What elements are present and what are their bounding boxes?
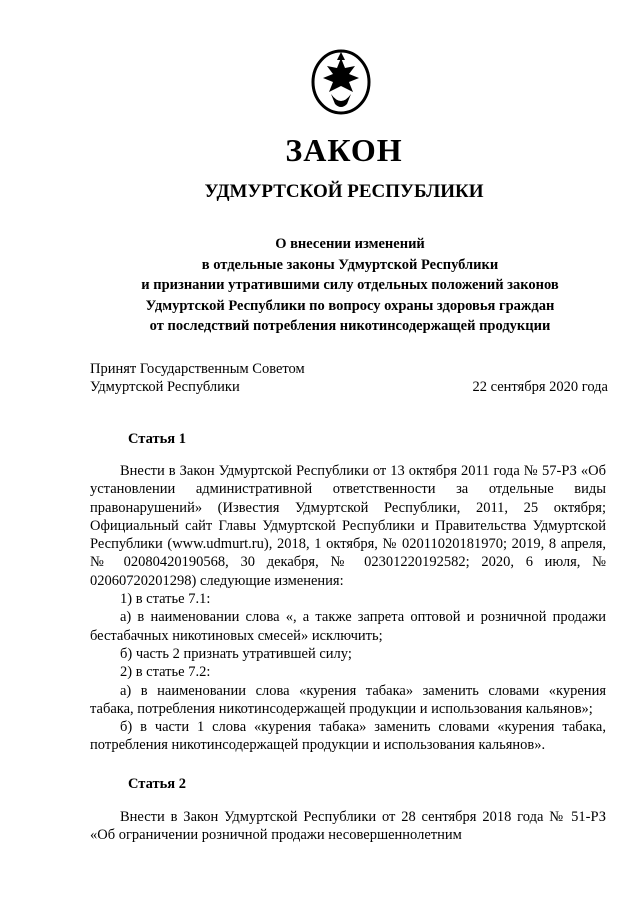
adoption-block xyxy=(90,360,305,396)
paragraph: 1) в статье 7.1: xyxy=(120,591,211,608)
paragraph: 2) в статье 7.2: xyxy=(120,664,211,681)
paragraph: а) в наименовании слова «, а также запрета оптовой и розничной продажи бестабачных никотиновых смесей» исключить; xyxy=(90,609,606,644)
heading-line: в отдельные законы Удмуртской Республики xyxy=(201,256,499,273)
paragraph: Внести в Закон Удмуртской Республики от 13 октября 2011 года № 57-РЗ «Об установлении административной ответственности за отдельные виды правонарушений» (Известия Удмуртской Республики, 2011, 25 октября; Официальный сайт Главы Удмуртской Республики и Правительства Удмуртской Республики (www.udmurt.ru), 2018, 1 октября, № 02011020181970; 2019, 8 апреля, № 02080420190568, 30 декабря, № 02301220192582; 2020, 6 июля, № 02060720201298) следующие изменения: xyxy=(90,463,606,589)
law-subtitle: УДМУРТСКОЙ РЕСПУБЛИКИ xyxy=(204,181,484,202)
heading-line: и признании утратившими силу отдельных положений законов xyxy=(141,277,559,293)
udmurtia-coat-of-arms-icon xyxy=(309,48,373,116)
article-2-body xyxy=(90,808,606,845)
law-heading xyxy=(60,234,640,337)
adoption-date: 22 сентября 2020 года xyxy=(472,379,608,395)
adoption-line: Удмуртской Республики xyxy=(90,379,240,395)
heading-line: от последствий потребления никотинсодержащей продукции xyxy=(149,318,551,334)
paragraph: Внести в Закон Удмуртской Республики от 28 сентября 2018 года № 51-РЗ «Об ограничении розничной продажи несовершеннолетним xyxy=(90,809,606,844)
heading-line: О внесении изменений xyxy=(275,236,425,252)
paragraph: б) в части 1 слова «курения табака» заменить словами «курения табака, потребления никотинсодержащей продукции и использования кальянов». xyxy=(90,719,606,754)
paragraph: б) часть 2 признать утратившей силу; xyxy=(120,645,352,662)
paragraph: а) в наименовании слова «курения табака» заменить словами «курения табака, потребления никотинсодержащей продукции и использования кальянов»; xyxy=(90,682,606,717)
heading-line: Удмуртской Республики по вопросу охраны здоровья граждан xyxy=(145,297,555,314)
article-2-title: Статья 2 xyxy=(128,776,186,792)
article-1-title: Статья 1 xyxy=(128,431,186,447)
adoption-line: Принят Государственным Советом xyxy=(90,361,305,377)
law-title: ЗАКОН xyxy=(285,132,403,168)
article-1-body xyxy=(90,462,606,755)
